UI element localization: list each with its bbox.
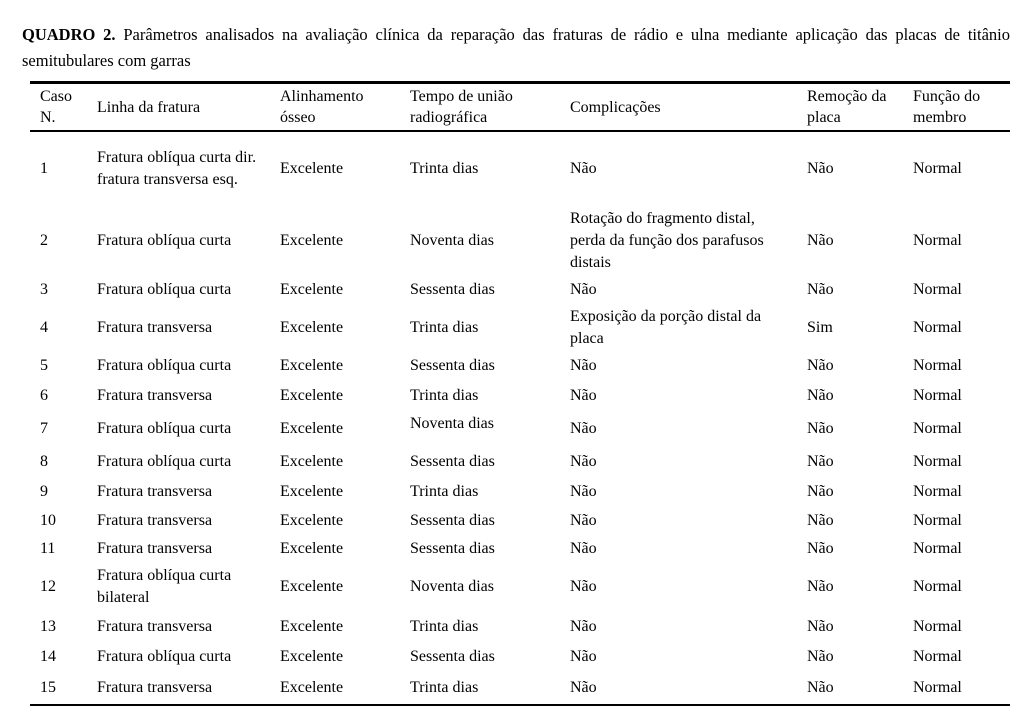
table-cell: 9	[40, 483, 48, 500]
table-row	[30, 275, 1010, 305]
table-cell: Normal	[913, 512, 962, 529]
table-cell: Sessenta dias	[410, 648, 495, 665]
table-cell: Não	[807, 679, 834, 696]
table-cell: 7	[40, 420, 48, 437]
column-header-caso: Caso N.	[40, 88, 72, 126]
table-cell: Fratura oblíqua curta	[97, 281, 232, 298]
table-row	[30, 642, 1010, 672]
table-cell: 10	[40, 512, 56, 529]
table-cell: Excelente	[280, 319, 344, 336]
table-row	[30, 672, 1010, 705]
table-cell: Sessenta dias	[410, 453, 495, 470]
table-cell: Fratura transversa	[97, 679, 213, 696]
table-cell: Não	[570, 420, 597, 437]
table-cell: Não	[570, 578, 597, 595]
table-cell: Normal	[913, 453, 962, 470]
table-header-row	[30, 83, 1010, 132]
table-cell: 2	[40, 231, 48, 249]
table-cell: Fratura transversa	[97, 387, 213, 404]
table-cell: Normal	[913, 679, 962, 696]
table-cell: Não	[570, 648, 597, 665]
column-header-remocao: Remoção da placa	[807, 88, 887, 126]
table-cell: Não	[807, 483, 834, 500]
table-cell: Não	[570, 387, 597, 404]
table-cell: Excelente	[280, 357, 344, 374]
table-cell: Excelente	[280, 453, 344, 470]
table-cell: Fratura transversa	[97, 540, 213, 557]
table-row	[30, 535, 1010, 563]
table-cell: 11	[40, 540, 56, 557]
column-header-funcao: Função do membro	[913, 88, 981, 126]
table-cell: Fratura transversa	[97, 512, 213, 529]
table-cell: Normal	[913, 357, 962, 374]
table-cell: Trinta dias	[410, 617, 479, 635]
table-row	[30, 507, 1010, 535]
table-caption-text: Parâmetros analisados na avaliação clínica da reparação das fraturas de rádio e ulna mediante aplicação das placas de titânio semitubulares com garras	[22, 24, 1010, 70]
table-cell: Sessenta dias	[410, 540, 495, 557]
table-row	[30, 206, 1010, 275]
table-cell: 4	[40, 319, 48, 336]
table-cell: 5	[40, 357, 48, 374]
table-cell: Normal	[913, 648, 962, 665]
table-header	[30, 83, 1010, 132]
table-cell: Fratura transversa	[97, 617, 213, 635]
table-caption	[22, 22, 1010, 74]
table-cell: Não	[570, 483, 597, 500]
table-cell: Não	[807, 357, 834, 374]
table-cell: Não	[807, 231, 834, 249]
table-cell: Não	[570, 453, 597, 470]
table-cell: Não	[570, 281, 597, 298]
table-cell: Não	[570, 679, 597, 696]
table-row	[30, 611, 1010, 642]
table-cell: Trinta dias	[410, 483, 479, 500]
table-cell: Não	[807, 540, 834, 557]
table-caption-label: QUADRO 2.	[22, 24, 116, 44]
table-cell: Trinta dias	[410, 319, 479, 336]
table-cell: Excelente	[280, 617, 344, 635]
table-cell: Excelente	[280, 512, 344, 529]
column-header-linha-fratura: Linha da fratura	[97, 98, 201, 116]
table-cell: Fratura transversa	[97, 319, 213, 336]
table-cell: 6	[40, 387, 48, 404]
table-cell: Normal	[913, 387, 962, 404]
table-cell: Excelente	[280, 679, 344, 696]
table-cell: Trinta dias	[410, 160, 479, 177]
table-row	[30, 477, 1010, 507]
table-cell: Fratura oblíqua curta	[97, 231, 232, 249]
table-cell: Excelente	[280, 281, 344, 298]
table-cell: 12	[40, 578, 56, 595]
column-header-tempo-uniao: Tempo de união radiográfica	[410, 88, 513, 126]
table-row	[30, 131, 1010, 206]
table-cell: Noventa dias	[410, 415, 494, 432]
table-cell: Não	[807, 648, 834, 665]
table-cell: Sim	[807, 319, 833, 336]
table-cell: Normal	[913, 483, 962, 500]
table-cell: 3	[40, 281, 48, 298]
table-cell: 14	[40, 648, 56, 665]
table-cell: Não	[807, 160, 834, 177]
table-cell: Trinta dias	[410, 679, 479, 696]
table-cell: Normal	[913, 281, 962, 298]
table-cell: Sessenta dias	[410, 281, 495, 298]
table-cell: Trinta dias	[410, 387, 479, 404]
table-cell: Não	[570, 617, 597, 635]
table-cell: Não	[570, 512, 597, 529]
table-row	[30, 411, 1010, 447]
table-cell: Normal	[913, 578, 962, 595]
table-cell: Não	[570, 540, 597, 557]
table-cell: 15	[40, 679, 56, 696]
table-cell: Sessenta dias	[410, 512, 495, 529]
table-cell: Fratura transversa	[97, 483, 213, 500]
column-header-alinhamento: Alinhamento ósseo	[280, 88, 364, 126]
table-cell: Noventa dias	[410, 578, 494, 595]
table-body	[30, 131, 1010, 705]
table-cell: Não	[807, 453, 834, 470]
table-cell: Excelente	[280, 420, 344, 437]
table-cell: Fratura oblíqua curta	[97, 420, 232, 437]
table-row	[30, 381, 1010, 411]
table-cell: Excelente	[280, 387, 344, 404]
table-cell: Normal	[913, 540, 962, 557]
table-cell: Noventa dias	[410, 231, 494, 249]
table-cell: Normal	[913, 231, 962, 249]
table-cell: Excelente	[280, 648, 344, 665]
table-cell: Fratura oblíqua curta dir. fratura transversa esq.	[97, 149, 257, 188]
table-cell: Normal	[913, 160, 962, 177]
table-cell: Exposição da porção distal da placa	[570, 308, 762, 347]
table-cell: Fratura oblíqua curta bilateral	[97, 567, 232, 606]
table-cell: Fratura oblíqua curta	[97, 648, 232, 665]
table-cell: Excelente	[280, 578, 344, 595]
table-row	[30, 447, 1010, 477]
table-cell: Não	[807, 420, 834, 437]
table-row	[30, 305, 1010, 351]
table-row	[30, 351, 1010, 381]
column-header-complicacoes: Complicações	[570, 98, 661, 116]
table-cell: Sessenta dias	[410, 357, 495, 374]
table-cell: Normal	[913, 617, 962, 635]
table-row	[30, 563, 1010, 611]
table-cell: 13	[40, 617, 56, 635]
table-container	[30, 81, 1010, 706]
table-cell: Excelente	[280, 540, 344, 557]
table-cell: Excelente	[280, 483, 344, 500]
table-cell: Não	[570, 357, 597, 374]
table-cell: 8	[40, 453, 48, 470]
table-cell: Não	[807, 387, 834, 404]
table-cell: Não	[807, 512, 834, 529]
table-cell: Não	[807, 281, 834, 298]
table-cell: Rotação do fragmento distal, perda da função dos parafusos distais	[570, 209, 764, 271]
table-cell: Não	[807, 578, 834, 595]
table-cell: Não	[807, 617, 834, 635]
table-cell: Fratura oblíqua curta	[97, 357, 232, 374]
table-cell: Não	[570, 160, 597, 177]
table-cell: Normal	[913, 319, 962, 336]
table-cell: 1	[40, 160, 48, 177]
table-cell: Excelente	[280, 160, 344, 177]
table-cell: Normal	[913, 420, 962, 437]
table-cell: Excelente	[280, 231, 344, 249]
parameters-table	[30, 81, 1010, 706]
table-cell: Fratura oblíqua curta	[97, 453, 232, 470]
